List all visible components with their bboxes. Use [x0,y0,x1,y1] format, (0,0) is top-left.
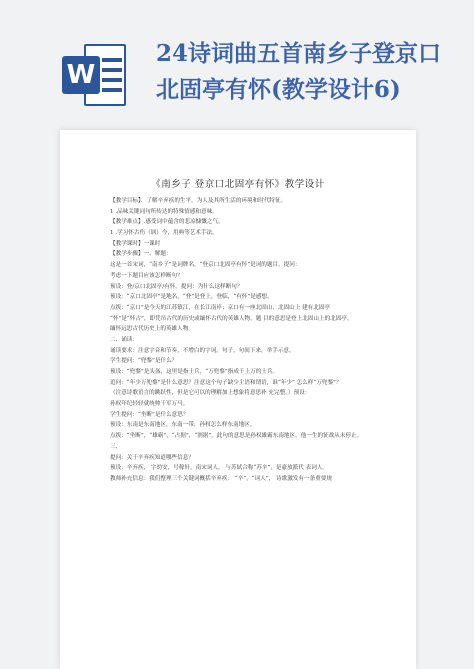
document-line: 学生提问：“兜鍪”是什么？ [110,358,178,365]
document-line: 【教学目标】．了解辛弃疾的生平，为人及其所生活的环境和时代特征。 [110,198,287,204]
document-body [110,196,396,485]
document-line: 提问：关于辛弃疾知道哪些信息？ [110,454,194,461]
document-line: 【教学步骤】一、解题： [110,251,172,258]
document-line: 点拨：“京口”是今天的江苏镇江，在长江南岸；京口有一座北固山，北固山上 建有北固亭 [110,304,331,311]
document-line: 1 .品味关键词句所传达的特殊情感和意味。 [110,208,218,215]
document-line: “怀”是“怀古”，即凭吊古代的历史或缅怀古代的英雄人物。题 目的意思是登上北固山上的北固亭， [110,315,353,322]
document-line: 预设：东南是东南地区，东南一带，孙权怎么样东南地区。 [110,422,256,429]
document-line: 【教学难点】.感受词中蕴含的悲凉慷慨之气。 [110,219,224,226]
document-line: 1 .学习怀古伤（讽）今，用典等艺术手法。 [110,230,218,237]
document-line: 【教学课时】一课时 [110,240,161,247]
document-line: 点拨：“坐断”，“雄霸”，“占据”，“割据”。此句的意思是孙权雄霸东南地区，他一生的征战从未停止。 [110,433,363,440]
document-title: 《南乡子 登京口北固亭有怀》教学设计 [151,179,325,190]
document-line: 考虑一下题目应该怎样断句？ [110,272,183,279]
document-line: 追问：“年少万兜鍪”是什么意思？注意这个句子缺少主语和谓语，谁“年少” 怎么样“万兜鍪”？ [110,379,342,386]
document-line: （注意诗歌语言的跳跃性，但是它可以的理解加上想象将意思补 充完整。）预设： [110,390,311,397]
document-line: 预设：“兜鍪”是头盔，这里是指士兵，“万兜鍪”指成千上万的士兵。 [110,369,279,375]
document-line: 诵读要求：注意字音和节奏，不增白的字词，句子，句间下来，举手示意。 [110,347,295,354]
document-line: 预设：辛弃疾， 字幼安，号稼轩，南宋词人， 与苏轼合称“苏辛”，是豪放派代 表词人。 [110,465,329,472]
document-line: 教师补充信息：我们整理三个关键词概括辛弃疾： “辛”，“词人”， 诗歌激发有一条重要规 [110,475,332,482]
page-title: 24诗词曲五首南乡子登京口北固亭有怀(教学设计6) [156,40,442,103]
word-document-icon [62,42,128,108]
word-logo-letter: W [62,56,100,94]
document-line: 预设：登/京口北固亭/有怀。提问：为什么这样断句？ [110,283,243,290]
document-line: 三、 [110,443,122,450]
document-line: 这是一首宋词，“南乡子”是词牌名，“登京口北固亭有怀”是词的题目。提问： [110,262,301,269]
document-line: 二、诵读： [110,336,138,343]
header [0,0,474,130]
document-line: 缅怀远思古代历史上的英雄人物。 [110,326,194,333]
document-line: 学生提问：“坐断”是什么意思？ [110,411,189,418]
document-line: 孙权年纪轻轻就统帅千军万马。 [110,401,189,408]
document-page-preview [60,130,416,669]
document-line: 预设：“京口北固亭”是地名，“登”是登上，登临，“有怀”是感想。 [110,294,273,301]
